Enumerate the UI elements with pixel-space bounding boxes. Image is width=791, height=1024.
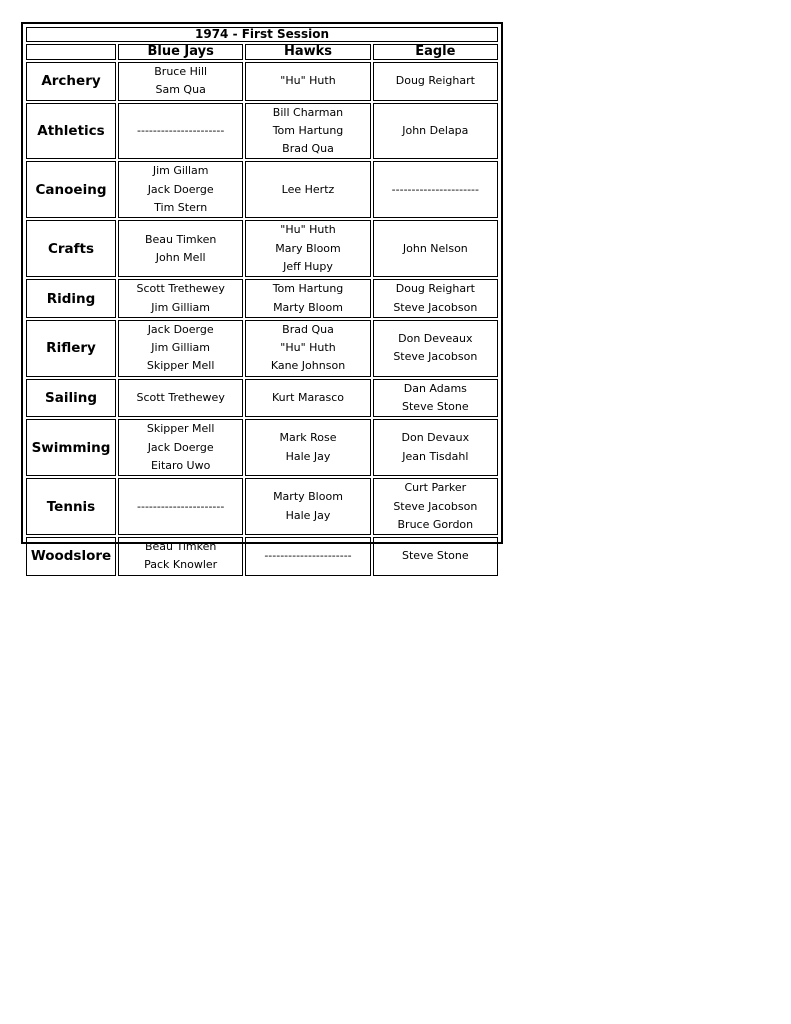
camper-name: Lee Hertz [281,182,335,196]
camper-name: Jack Doerge [147,182,214,196]
activity-row [26,478,498,535]
activity-row [26,537,498,576]
camper-name: Jack Doerge [147,322,214,336]
roster-cell-hawks [245,537,370,576]
camper-name: Brad Qua [282,142,334,156]
roster-cell-hawks [245,161,370,218]
roster-cell-blue-jays [118,537,243,576]
camper-name: Tom Hartung [272,123,344,137]
camper-name: Steve Stone [402,400,469,414]
camper-name: ---------------------- [137,499,225,513]
roster-cell-blue-jays [118,379,243,418]
activity-label: Riding [26,279,116,318]
camper-name: Don Devaux [401,431,470,445]
roster-cell-hawks [245,419,370,476]
roster-cell-eagle [373,537,498,576]
camper-name: Steve Stone [402,549,469,563]
camper-name: "Hu" Huth [280,74,336,88]
camper-name: Hale Jay [285,508,331,522]
roster-table [24,25,500,578]
camper-name: John Mell [155,250,206,264]
roster-cell-eagle [373,419,498,476]
roster-cell-hawks [245,478,370,535]
activity-label: Crafts [26,220,116,277]
title-row [26,27,498,42]
roster-sheet [21,22,503,572]
camper-name: Brad Qua [282,322,334,336]
roster-cell-blue-jays [118,279,243,318]
activity-row [26,220,498,277]
camper-name: Tom Hartung [272,282,344,296]
roster-cell-hawks [245,279,370,318]
activity-label: Archery [26,62,116,101]
camper-name: Doug Reighart [395,282,475,296]
camper-name: Jeff Hupy [283,259,333,273]
camper-name: Kurt Marasco [272,390,344,404]
roster-cell-blue-jays [118,419,243,476]
camper-name: Doug Reighart [395,74,475,88]
camper-name: Jim Gillam [152,164,209,178]
camper-name: Marty Bloom [273,490,343,504]
roster-cell-blue-jays [118,478,243,535]
roster-cell-eagle [373,62,498,101]
camper-name: "Hu" Huth [280,341,336,355]
camper-name: Steve Jacobson [393,350,478,364]
roster-cell-eagle [373,478,498,535]
camper-name: Mary Bloom [275,241,341,255]
column-header-blue-jays: Blue Jays [118,44,243,60]
activity-label: Tennis [26,478,116,535]
camper-name: Mark Rose [279,431,337,445]
roster-cell-hawks [245,62,370,101]
roster-cell-hawks [245,103,370,160]
camper-name: Bruce Gordon [397,517,474,531]
activity-row [26,103,498,160]
roster-cell-blue-jays [118,103,243,160]
camper-name: ---------------------- [137,123,225,137]
camper-name: Steve Jacobson [393,300,478,314]
camper-name: Bill Charman [272,105,344,119]
camper-name: John Delapa [402,123,469,137]
camper-name: Kane Johnson [270,359,346,373]
roster-cell-hawks [245,379,370,418]
header-corner [26,44,116,60]
activity-label: Canoeing [26,161,116,218]
activity-row [26,379,498,418]
activity-row [26,62,498,101]
header-row [26,44,498,60]
camper-name: Marty Bloom [273,300,343,314]
camper-name: John Nelson [402,241,468,255]
camper-name: Jean Tisdahl [402,449,469,463]
roster-cell-eagle [373,103,498,160]
session-title: 1974 - First Session [26,27,498,42]
roster-cell-blue-jays [118,161,243,218]
activity-row [26,419,498,476]
camper-name: Hale Jay [285,449,331,463]
activity-label: Athletics [26,103,116,160]
column-header-eagle: Eagle [373,44,498,60]
activity-label: Sailing [26,379,116,418]
camper-name: Jim Gilliam [151,341,211,355]
camper-name: ---------------------- [264,549,352,563]
roster-cell-eagle [373,161,498,218]
camper-name: Jim Gilliam [151,300,211,314]
roster-cell-hawks [245,320,370,377]
activity-label: Swimming [26,419,116,476]
activity-row [26,161,498,218]
camper-name: Pack Knowler [144,558,218,572]
camper-name: Tim Stern [154,201,208,215]
activity-label: Woodslore [26,537,116,576]
camper-name: Sam Qua [155,83,206,97]
column-header-hawks: Hawks [245,44,370,60]
camper-name: Scott Trethewey [136,390,225,404]
camper-name: ---------------------- [391,182,479,196]
camper-name: Jack Doerge [147,440,214,454]
camper-name: Bruce Hill [154,65,208,78]
roster-cell-eagle [373,320,498,377]
roster-cell-eagle [373,220,498,277]
roster-cell-hawks [245,220,370,277]
camper-name: Scott Trethewey [136,282,225,296]
camper-name: Skipper Mell [146,359,215,373]
roster-cell-blue-jays [118,320,243,377]
camper-name: Beau Timken [144,232,217,246]
activity-row [26,320,498,377]
roster-cell-eagle [373,279,498,318]
camper-name: Dan Adams [403,381,467,395]
camper-name: Steve Jacobson [393,499,478,513]
camper-name: Beau Timken [144,540,217,554]
camper-name: Curt Parker [404,481,467,495]
roster-cell-blue-jays [118,62,243,101]
roster-cell-eagle [373,379,498,418]
camper-name: Eitaro Uwo [150,458,211,472]
camper-name: Skipper Mell [146,422,215,436]
activity-label: Riflery [26,320,116,377]
camper-name: "Hu" Huth [280,223,336,237]
camper-name: Don Deveaux [398,332,473,345]
activity-row [26,279,498,318]
roster-cell-blue-jays [118,220,243,277]
